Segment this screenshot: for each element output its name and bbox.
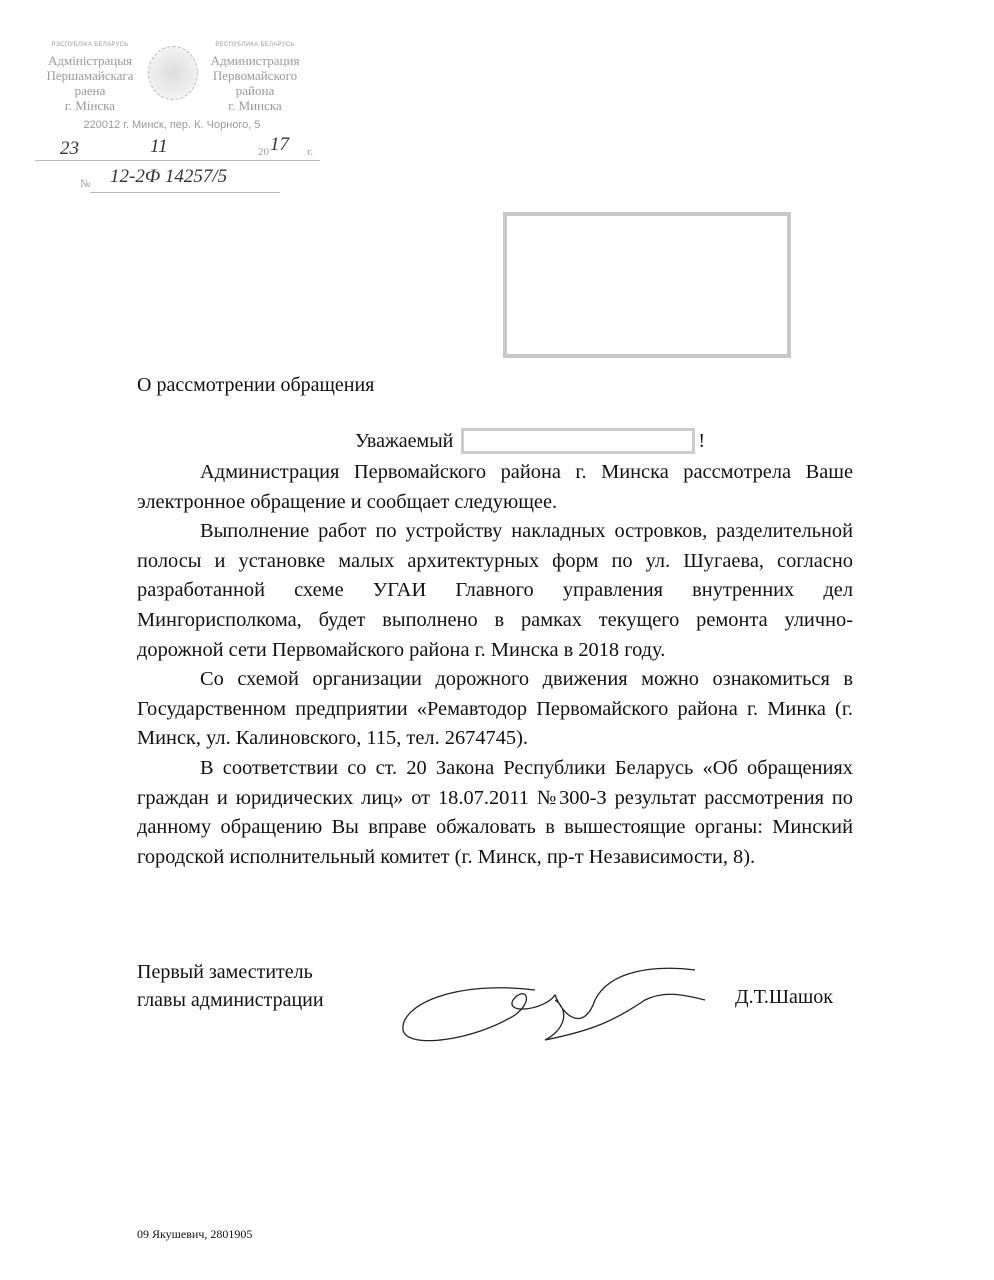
- greeting: [355, 428, 705, 454]
- letter-body: [137, 458, 853, 872]
- paragraph: В соответствии со ст. 20 Закона Республики Беларусь «Об обращениях граждан и юридических лиц» от 18.07.2011 №300-З результат рассмотрения по данному обращению Вы вправе обжаловать в вышестоящие органы: Минский городской исполнительный комитет (г. Минск, пр-т Независимости, 8).: [137, 756, 853, 868]
- paragraph: Администрация Первомайского района г. Минска рассмотрела Ваше электронное обращение и сообщает следующее.: [137, 461, 853, 513]
- stamp-line: района: [235, 83, 275, 98]
- signatory-title: [137, 958, 324, 1014]
- greeting-prefix: Уважаемый: [355, 429, 454, 452]
- country-label: РЕСПУБЛИКА БЕЛАРУСЬ: [215, 42, 295, 48]
- letterhead-stamp: [30, 38, 330, 208]
- letter-subject: О рассмотрении обращения: [137, 374, 375, 396]
- stamp-line: г. Мінска: [64, 98, 116, 113]
- handwritten-year: 17: [270, 134, 289, 155]
- handwritten-number: 12-2Ф 14257/5: [110, 166, 228, 187]
- handwritten-signature: [395, 960, 715, 1050]
- handwritten-day: 23: [60, 138, 79, 159]
- handwritten-month: 11: [150, 136, 168, 157]
- stamp-line: раена: [74, 83, 106, 98]
- paragraph: Со схемой организации дорожного движения можно ознакомиться в Государственном предприятии «Ремавтодор Первомайского района г. Минка (г. Минск, ул. Калиновского, 115, тел. 2674745).: [137, 668, 853, 750]
- stamp-line: Первомайского: [212, 68, 298, 83]
- redacted-name: [461, 428, 695, 454]
- stamp-line: Адміністрацыя: [48, 53, 132, 68]
- title-line: Первый заместитель: [137, 961, 313, 983]
- stamp-line: Администрация: [210, 53, 300, 68]
- stamp-russian: [195, 38, 315, 113]
- number-label: №: [80, 178, 91, 190]
- year-prefix: 20: [258, 146, 269, 158]
- signatory-name: Д.Т.Шашок: [735, 986, 834, 1008]
- stamp-belarusian: [30, 38, 150, 113]
- title-line: главы администрации: [137, 989, 324, 1011]
- country-label: РЭСПУБЛІКА БЕЛАРУСЬ: [51, 42, 129, 48]
- executor-footer: 09 Якушевич, 2801905: [137, 1227, 253, 1241]
- coat-of-arms-emblem: [148, 46, 198, 100]
- redacted-addressee: [503, 212, 791, 358]
- stamp-address: 220012 г. Минск, пер. К. Чорного, 5: [83, 119, 261, 131]
- year-suffix: г.: [307, 146, 314, 158]
- greeting-suffix: !: [698, 429, 706, 452]
- stamp-line: Першамайскага: [46, 68, 134, 83]
- paragraph: Выполнение работ по устройству накладных островков, разделительной полосы и установке малых архитектурных форм по ул. Шугаева, согласно разработанной схеме УГАИ Главного управления внутренних дел Мингорисполкома, будет выполнено в рамках текущего ремонта улично-дорожной сети Первомайского района г. Минска в 2018 году.: [137, 520, 853, 661]
- stamp-line: г. Минска: [228, 98, 282, 113]
